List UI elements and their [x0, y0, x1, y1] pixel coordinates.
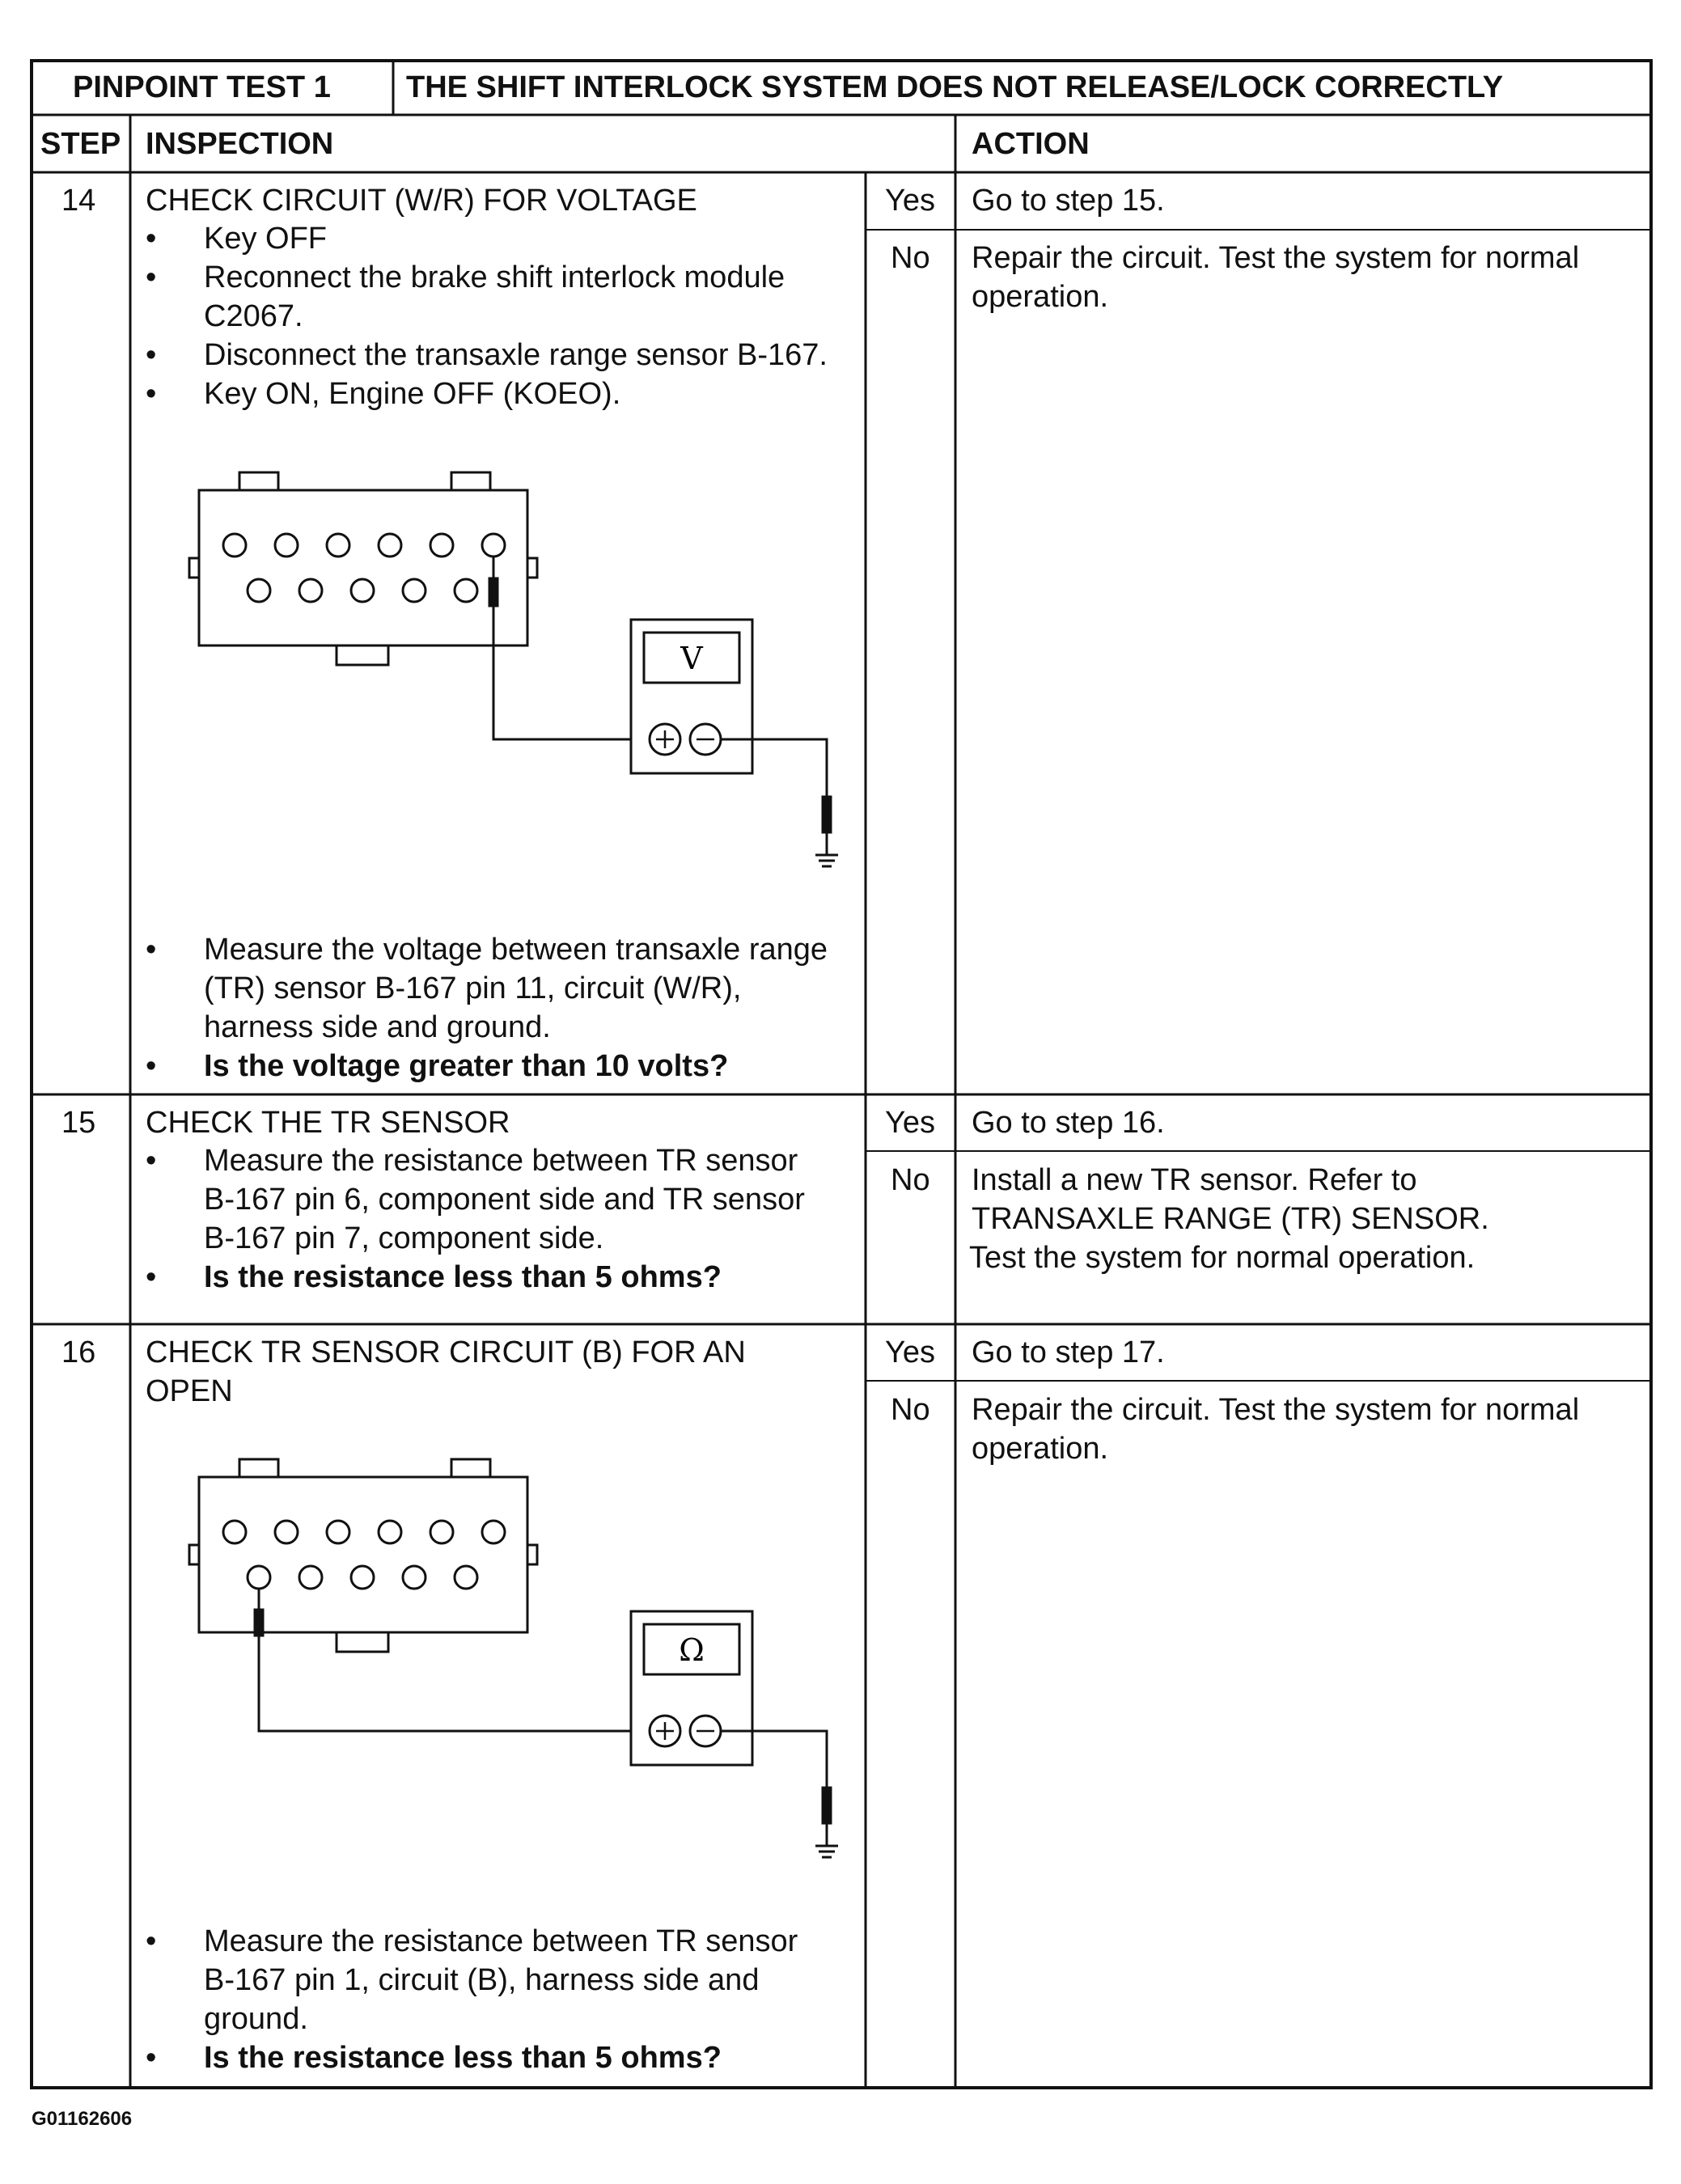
step-15-measure-list: • Measure the resistance between TR sensor B-167 pin 6, component side and TR sensor B-167 pin 7, component side. • Is the resistance less than 5 ohms?: [146, 1141, 857, 1303]
yes-action: Go to step 15.: [972, 184, 1165, 218]
voltmeter-connection-diagram: [178, 461, 857, 882]
bullet-item: Disconnect the transaxle range sensor B-167.: [204, 338, 828, 372]
step-number: 15: [61, 1106, 96, 1140]
test-question: Is the resistance less than 5 ohms?: [204, 2041, 722, 2075]
step-14-setup-list: • Key OFF • Reconnect the brake shift interlock module C2067. • Disconnect the transaxle range sensor B-167. • Key ON, Engine OFF (KOEO).: [146, 219, 857, 421]
connector-latch: [189, 558, 199, 578]
step-14-measure-list: • Measure the voltage between transaxle range (TR) sensor B-167 pin 11, circuit (W/R), harness side and ground. • Is the voltage greater than 10 volts?: [146, 930, 857, 1092]
bullet-item: Measure the voltage between transaxle range: [204, 933, 828, 967]
no-action-line: Test the system for normal operation.: [969, 1241, 1476, 1275]
column-header-action: ACTION: [972, 127, 1090, 161]
connector-latch: [527, 558, 537, 578]
test-description-title: THE SHIFT INTERLOCK SYSTEM DOES NOT RELEASE/LOCK CORRECTLY: [406, 70, 1504, 104]
connector-tab: [239, 1459, 278, 1477]
yes-action: Go to step 17.: [972, 1335, 1165, 1369]
step-16-measure-list: • Measure the resistance between TR sensor B-167 pin 1, circuit (B), harness side and ground. • Is the resistance less than 5 ohms?: [146, 1922, 857, 2084]
bullet-item: Measure the resistance between TR sensor: [204, 1144, 798, 1178]
connector-tab: [451, 472, 490, 490]
bullet-item-continuation: C2067.: [204, 299, 303, 333]
column-header-step: STEP: [40, 127, 121, 161]
no-label: No: [891, 1393, 930, 1427]
yes-label: Yes: [885, 1106, 935, 1140]
no-action-line: TRANSAXLE RANGE (TR) SENSOR.: [972, 1202, 1489, 1236]
ohmmeter-connection-diagram: [178, 1448, 857, 1869]
bullet-item-continuation: harness side and ground.: [204, 1010, 551, 1044]
step-title: CHECK THE TR SENSOR: [146, 1106, 510, 1140]
probe-handle: [489, 578, 498, 606]
bullet-item: Reconnect the brake shift interlock module: [204, 260, 785, 294]
bullet-item-continuation: B-167 pin 7, component side.: [204, 1221, 604, 1255]
no-action-line: operation.: [972, 280, 1109, 314]
step-title: CHECK CIRCUIT (W/R) FOR VOLTAGE: [146, 184, 697, 218]
no-label: No: [891, 241, 930, 275]
bullet-item-continuation: ground.: [204, 2002, 308, 2036]
bullet-item: Key ON, Engine OFF (KOEO).: [204, 377, 621, 411]
no-action-line: Repair the circuit. Test the system for normal: [972, 241, 1580, 275]
step-number: 14: [61, 184, 96, 218]
connector-body: [199, 490, 527, 645]
column-header-inspection: INSPECTION: [146, 127, 334, 161]
test-question: Is the resistance less than 5 ohms?: [204, 1260, 722, 1294]
bullet-item-continuation: B-167 pin 6, component side and TR sensor: [204, 1183, 805, 1217]
no-action-line: Install a new TR sensor. Refer to: [972, 1163, 1417, 1197]
ground-symbol: [815, 832, 838, 866]
connector-latch: [527, 1545, 537, 1564]
pinpoint-test-title: PINPOINT TEST 1: [73, 70, 331, 104]
bullet-item-continuation: (TR) sensor B-167 pin 11, circuit (W/R),: [204, 971, 742, 1005]
connector-latch: [189, 1545, 199, 1564]
connector-key: [337, 645, 388, 665]
no-action-line: Repair the circuit. Test the system for normal: [972, 1393, 1580, 1427]
connector-key: [337, 1632, 388, 1652]
bullet-item: Measure the resistance between TR sensor: [204, 1924, 798, 1958]
connector-body: [199, 1477, 527, 1632]
ground-symbol: [815, 1823, 838, 1857]
meter-symbol: V: [680, 641, 703, 676]
yes-label: Yes: [885, 184, 935, 218]
test-question: Is the voltage greater than 10 volts?: [204, 1049, 729, 1083]
probe-handle: [255, 1610, 263, 1636]
connector-tab: [239, 472, 278, 490]
figure-id: G01162606: [32, 2108, 133, 2130]
no-action-line: operation.: [972, 1432, 1109, 1466]
meter-symbol: Ω: [679, 1632, 705, 1668]
yes-action: Go to step 16.: [972, 1106, 1165, 1140]
step-number: 16: [61, 1335, 96, 1369]
ground-clip: [823, 1788, 831, 1823]
yes-label: Yes: [885, 1335, 935, 1369]
test-lead: [259, 1636, 647, 1731]
no-label: No: [891, 1163, 930, 1197]
bullet-item: Key OFF: [204, 222, 328, 256]
connector-tab: [451, 1459, 490, 1477]
bullet-item-continuation: B-167 pin 1, circuit (B), harness side and: [204, 1963, 760, 1997]
step-title-line: CHECK TR SENSOR CIRCUIT (B) FOR AN: [146, 1335, 746, 1369]
ground-clip: [823, 797, 831, 832]
step-title-line: OPEN: [146, 1374, 233, 1408]
